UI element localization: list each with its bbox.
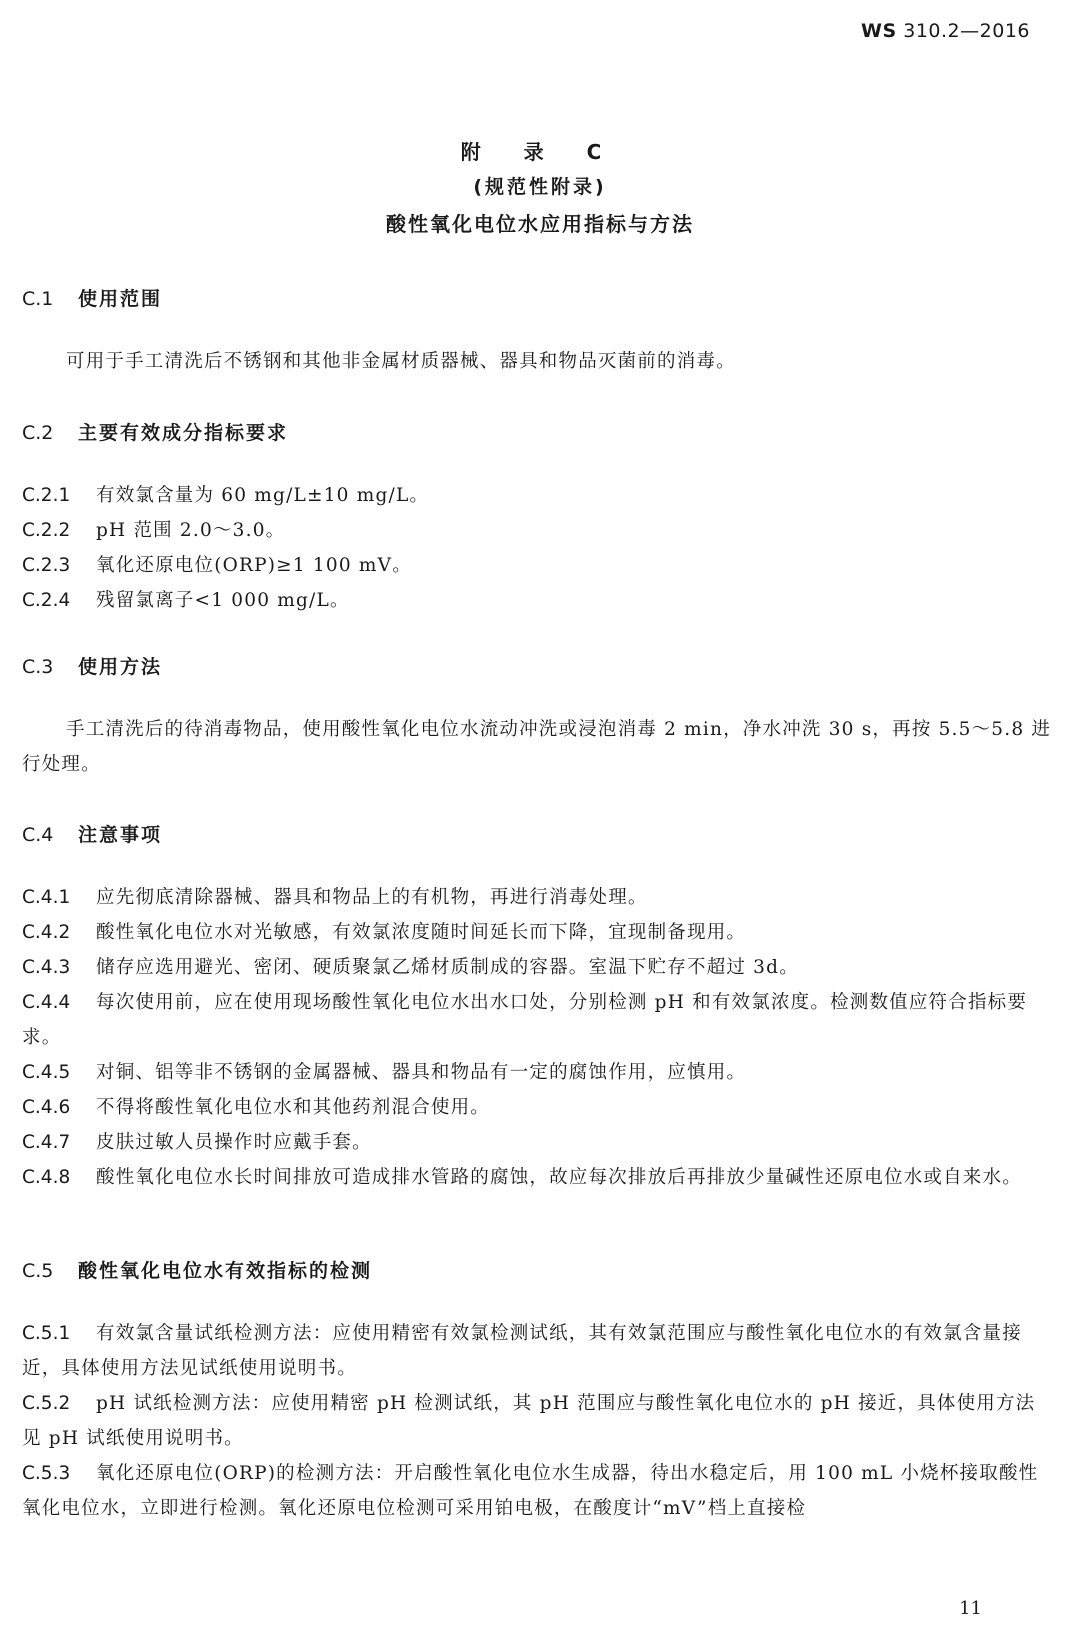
clause-text: 每次使用前，应在使用现场酸性氧化电位水出水口处，分别检测 pH 和有效氯浓度。检测数值应符合指标要求。 bbox=[22, 992, 1028, 1048]
clause-c4-4 bbox=[22, 985, 1052, 1055]
clause-text: 有效氯含量为 60 mg/L±10 mg/L。 bbox=[96, 485, 430, 506]
appendix-name: 酸性氧化电位水应用指标与方法 bbox=[386, 212, 694, 236]
clause-number: C.4.4 bbox=[22, 992, 71, 1013]
clause-c4-7 bbox=[22, 1125, 1052, 1160]
clause-c5-3 bbox=[22, 1456, 1052, 1526]
clause-c2-1 bbox=[22, 478, 1052, 513]
clause-text: 酸性氧化电位水长时间排放可造成排水管路的腐蚀，故应每次排放后再排放少量碱性还原电位水或自来水。 bbox=[96, 1167, 1022, 1188]
clause-number: C.4.8 bbox=[22, 1167, 71, 1188]
appendix-title: 附 录 C bbox=[460, 140, 620, 164]
clause-number: C.5.2 bbox=[22, 1393, 71, 1414]
clause-c2-4 bbox=[22, 583, 1052, 618]
clause-c2-2 bbox=[22, 513, 1052, 548]
clause-number: C.4.3 bbox=[22, 957, 71, 978]
section-heading-c1 bbox=[22, 284, 162, 311]
clause-c2-3 bbox=[22, 548, 1052, 583]
clause-c5-2 bbox=[22, 1386, 1052, 1456]
clause-c5-1 bbox=[22, 1316, 1052, 1386]
clause-text: pH 试纸检测方法：应使用精密 pH 检测试纸，其 pH 范围应与酸性氧化电位水的 pH 接近，具体使用方法见 pH 试纸使用说明书。 bbox=[22, 1393, 1036, 1449]
section-number: C.5 bbox=[22, 1260, 54, 1282]
section-heading-c5 bbox=[22, 1256, 372, 1283]
clause-number: C.4.6 bbox=[22, 1097, 71, 1118]
section-title: 主要有效成分指标要求 bbox=[78, 422, 289, 444]
standard-number: 310.2—2016 bbox=[903, 20, 1030, 42]
clause-text: 储存应选用避光、密闭、硬质聚氯乙烯材质制成的容器。室温下贮存不超过 3d。 bbox=[96, 957, 799, 978]
section-number: C.2 bbox=[22, 422, 54, 444]
clause-text: 不得将酸性氧化电位水和其他药剂混合使用。 bbox=[96, 1097, 491, 1118]
section-text-c3: 手工清洗后的待消毒物品，使用酸性氧化电位水流动冲洗或浸泡消毒 2 min，净水冲洗 30 s，再按 5.5～5.8 进行处理。 bbox=[22, 719, 1052, 775]
section-heading-c2 bbox=[22, 418, 288, 445]
section-title: 使用范围 bbox=[78, 288, 163, 310]
section-number: C.1 bbox=[22, 288, 54, 310]
clause-number: C.2.1 bbox=[22, 485, 71, 506]
clause-text: 皮肤过敏人员操作时应戴手套。 bbox=[96, 1132, 372, 1153]
section-title: 使用方法 bbox=[78, 656, 163, 678]
clause-c4-6 bbox=[22, 1090, 1052, 1125]
page-number: 11 bbox=[959, 1598, 982, 1619]
clause-text: 氧化还原电位(ORP)≥1 100 mV。 bbox=[96, 555, 412, 576]
clause-number: C.4.1 bbox=[22, 887, 71, 908]
section-number: C.4 bbox=[22, 824, 54, 846]
standard-code bbox=[861, 20, 1030, 42]
standard-prefix: WS bbox=[861, 20, 897, 42]
clause-number: C.4.2 bbox=[22, 922, 71, 943]
appendix-type: (规范性附录) bbox=[473, 176, 607, 198]
section-title: 注意事项 bbox=[78, 824, 163, 846]
section-number: C.3 bbox=[22, 656, 54, 678]
clause-c4-8 bbox=[22, 1160, 1052, 1195]
clause-c4-1 bbox=[22, 880, 1052, 915]
section-text-c1: 可用于手工清洗后不锈钢和其他非金属材质器械、器具和物品灭菌前的消毒。 bbox=[66, 351, 736, 372]
clause-number: C.4.7 bbox=[22, 1132, 71, 1153]
clause-text: 残留氯离子<1 000 mg/L。 bbox=[96, 590, 350, 611]
section-heading-c4 bbox=[22, 820, 162, 847]
section-title: 酸性氧化电位水有效指标的检测 bbox=[78, 1260, 373, 1282]
clause-number: C.4.5 bbox=[22, 1062, 71, 1083]
clause-text: pH 范围 2.0～3.0。 bbox=[96, 520, 286, 541]
clause-text: 有效氯含量试纸检测方法：应使用精密有效氯检测试纸，其有效氯范围应与酸性氧化电位水的有效氯含量接近，具体使用方法见试纸使用说明书。 bbox=[22, 1323, 1022, 1379]
clause-text: 应先彻底清除器械、器具和物品上的有机物，再进行消毒处理。 bbox=[96, 887, 648, 908]
clause-number: C.2.2 bbox=[22, 520, 71, 541]
section-heading-c3 bbox=[22, 652, 162, 679]
clause-text: 对铜、铝等非不锈钢的金属器械、器具和物品有一定的腐蚀作用，应慎用。 bbox=[96, 1062, 747, 1083]
clause-c4-5 bbox=[22, 1055, 1052, 1090]
clause-number: C.2.3 bbox=[22, 555, 71, 576]
clause-c4-3 bbox=[22, 950, 1052, 985]
clause-number: C.2.4 bbox=[22, 590, 71, 611]
clause-c4-2 bbox=[22, 915, 1052, 950]
clause-text: 氧化还原电位(ORP)的检测方法：开启酸性氧化电位水生成器，待出水稳定后，用 100 mL 小烧杯接取酸性氧化电位水，立即进行检测。氧化还原电位检测可采用铂电极，在酸度计“mV”档上直接检 bbox=[22, 1463, 1039, 1519]
clause-number: C.5.1 bbox=[22, 1323, 71, 1344]
clause-number: C.5.3 bbox=[22, 1463, 71, 1484]
clause-text: 酸性氧化电位水对光敏感，有效氯浓度随时间延长而下降，宜现制备现用。 bbox=[96, 922, 747, 943]
